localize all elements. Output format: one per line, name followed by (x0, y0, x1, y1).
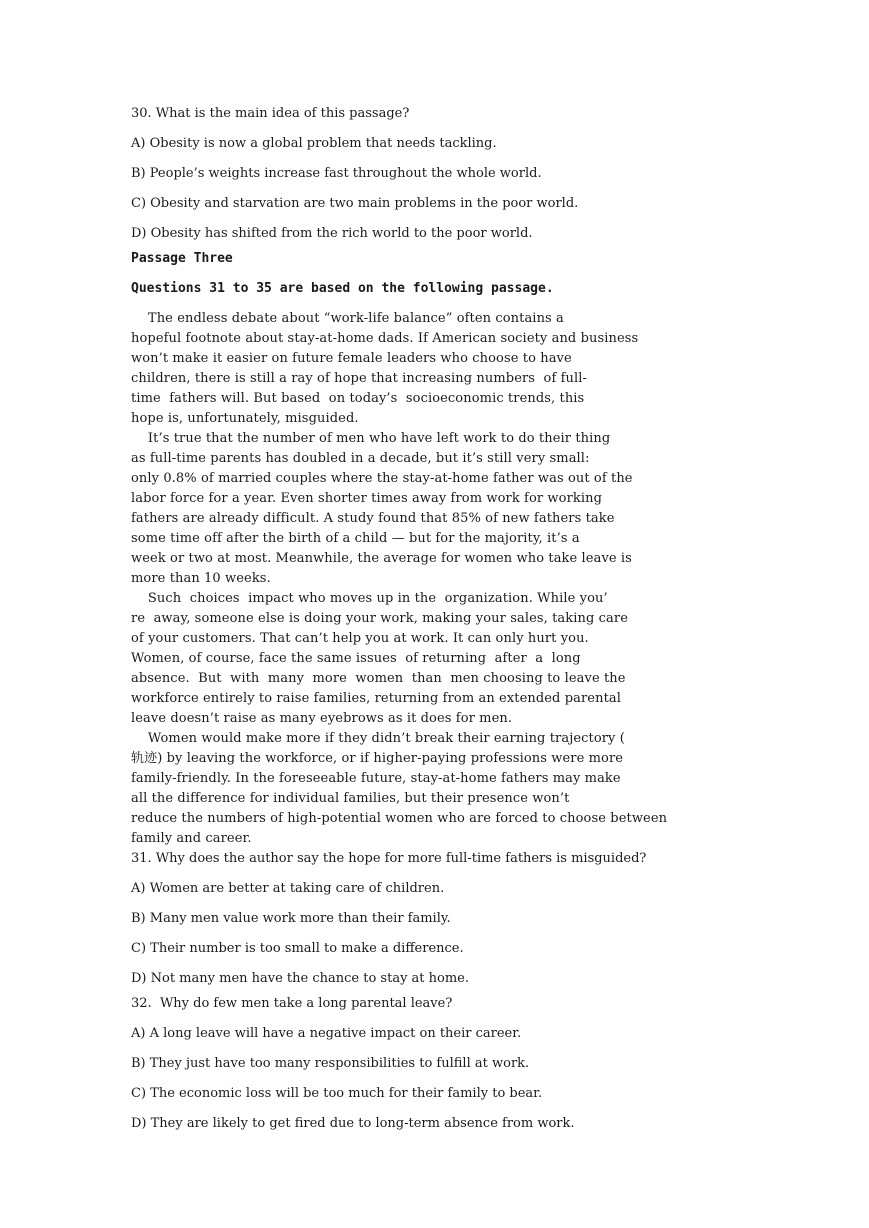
passage-line: leave doesn’t raise as many eyebrows as it does for men. (131, 711, 513, 726)
answer-option-c: C) Obesity and starvation are two main problems in the poor world. (131, 196, 579, 211)
passage-line: Such choices impact who moves up in the organization. While you’ (131, 591, 608, 606)
question-stem: 30. What is the main idea of this passage? (131, 106, 410, 121)
paragraph-1 (131, 309, 746, 429)
passage-line: time fathers will. But based on today’s socioeconomic trends, this (131, 391, 585, 406)
passage-line: Women, of course, face the same issues of returning after a long (131, 651, 581, 666)
passage-line: The endless debate about “work-life balance” often contains a (131, 311, 564, 326)
answer-option-d: D) Not many men have the chance to stay at home. (131, 971, 469, 986)
passage-line: It’s true that the number of men who have left work to do their thing (131, 431, 611, 446)
question-31 (131, 849, 746, 989)
answer-option-b: B) People’s weights increase fast throughout the whole world. (131, 166, 542, 181)
passage-line: some time off after the birth of a child — but for the majority, it’s a (131, 531, 580, 546)
answer-option-d: D) Obesity has shifted from the rich world to the poor world. (131, 226, 533, 241)
passage-line: absence. But with many more women than men choosing to leave the (131, 671, 626, 686)
passage-line: Women would make more if they didn’t break their earning trajectory ( (131, 731, 625, 746)
question-stem: 32. Why do few men take a long parental leave? (131, 996, 453, 1011)
document-page (131, 104, 746, 1144)
passage-line: hopeful footnote about stay-at-home dads. If American society and business (131, 331, 639, 346)
paragraph-3 (131, 589, 746, 729)
question-32 (131, 994, 746, 1134)
passage-line: hope is, unfortunately, misguided. (131, 411, 359, 426)
passage-line: labor force for a year. Even shorter times away from work for working (131, 491, 603, 506)
answer-option-b: B) They just have too many responsibilities to fulfill at work. (131, 1056, 530, 1071)
answer-option-a: A) Women are better at taking care of children. (131, 881, 445, 896)
passage-line: as full-time parents has doubled in a decade, but it’s still very small: (131, 451, 590, 466)
passage-line: week or two at most. Meanwhile, the average for women who take leave is (131, 551, 632, 566)
passage-line: fathers are already difficult. A study found that 85% of new fathers take (131, 511, 615, 526)
answer-option-c: C) Their number is too small to make a difference. (131, 941, 464, 956)
question-stem: 31. Why does the author say the hope for more full-time fathers is misguided? (131, 851, 647, 866)
passage-line: family and career. (131, 831, 252, 846)
passage-line: all the difference for individual families, but their presence won’t (131, 791, 570, 806)
passage-line: reduce the numbers of high-potential women who are forced to choose between (131, 811, 668, 826)
answer-option-a: A) Obesity is now a global problem that needs tackling. (131, 136, 497, 151)
answer-option-b: B) Many men value work more than their family. (131, 911, 451, 926)
passage-instructions: Questions 31 to 35 are based on the following passage. (131, 281, 554, 296)
passage-line: family-friendly. In the foreseeable future, stay-at-home fathers may make (131, 771, 621, 786)
passage-line: 轨迹) by leaving the workforce, or if higher-paying professions were more (131, 751, 624, 766)
passage-title: Passage Three (131, 251, 233, 266)
passage-line: won’t make it easier on future female leaders who choose to have (131, 351, 572, 366)
paragraph-4 (131, 729, 746, 849)
passage-line: children, there is still a ray of hope that increasing numbers of full- (131, 371, 587, 386)
passage-line: of your customers. That can’t help you at work. It can only hurt you. (131, 631, 589, 646)
answer-option-a: A) A long leave will have a negative impact on their career. (131, 1026, 522, 1041)
passage-line: only 0.8% of married couples where the stay-at-home father was out of the (131, 471, 633, 486)
passage-line: workforce entirely to raise families, returning from an extended parental (131, 691, 622, 706)
passage-body (131, 309, 746, 849)
paragraph-2 (131, 429, 746, 589)
question-30 (131, 104, 746, 244)
answer-option-c: C) The economic loss will be too much for their family to bear. (131, 1086, 543, 1101)
answer-option-d: D) They are likely to get fired due to long-term absence from work. (131, 1116, 575, 1131)
passage-line: more than 10 weeks. (131, 571, 271, 586)
passage-line: re away, someone else is doing your work, making your sales, taking care (131, 611, 628, 626)
